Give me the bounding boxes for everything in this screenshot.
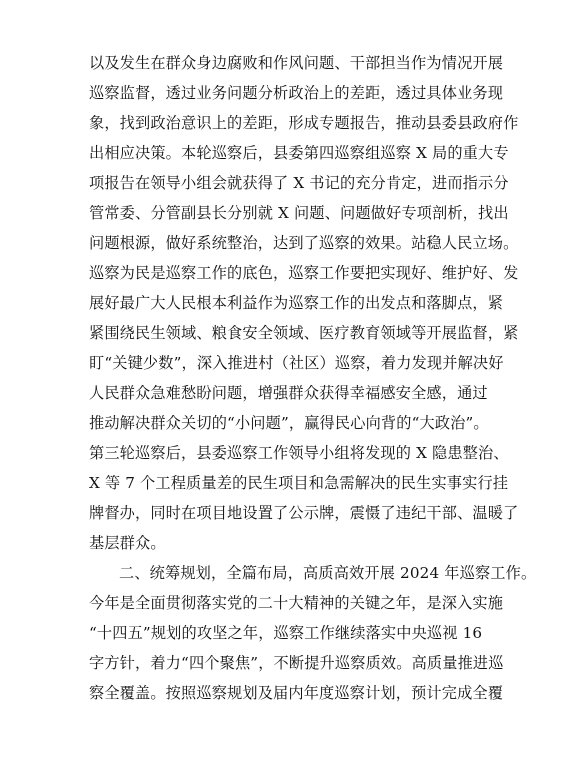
- text-line: 管常委、分管副县长分别就 X 问题、问题做好专项剖析，找出: [89, 204, 509, 222]
- text-line: 盯“关键少数”，深入推进村（社区）巡察，着力发现并解决好: [89, 354, 504, 372]
- text-line: 推动解决群众关切的“小问题”，赢得民心向背的“大政治”。: [89, 414, 489, 432]
- section-heading: 二、统筹规划，全篇布局，高质高效开展 2024 年巡察工作。: [119, 564, 537, 582]
- text-line: 问题根源，做好系统整治，达到了巡察的效果。站稳人民立场。: [89, 234, 519, 252]
- text-line: X 等 7 个工程质量差的民生项目和急需解决的民生实事实行挂: [89, 474, 509, 492]
- text-line: 以及发生在群众身边腐败和作风问题、干部担当作为情况开展: [89, 54, 504, 72]
- text-line: 第三轮巡察后，县委巡察工作领导小组将发现的 X 隐患整治、: [89, 444, 509, 462]
- text-line: 紧围绕民生领域、粮食安全领域、医疗教育领域等开展监督，紧: [89, 324, 519, 342]
- text-line: “十四五”规划的攻坚之年，巡察工作继续落实中央巡视 16: [89, 624, 483, 642]
- text-line: 巡察监督，透过业务问题分析政治上的差距，透过具体业务现: [89, 84, 504, 102]
- text-line: 出相应决策。本轮巡察后，县委第四巡察组巡察 X 局的重大专: [89, 144, 509, 162]
- text-line: 人民群众急难愁盼问题，增强群众获得幸福感安全感，通过: [89, 384, 488, 402]
- text-line: 察全覆盖。按照巡察规划及届内年度巡察计划，预计完成全覆: [89, 684, 504, 702]
- text-line: 象，找到政治意识上的差距，形成专题报告，推动县委县政府作: [89, 114, 519, 132]
- text-line: 项报告在领导小组会就获得了 X 书记的充分肯定，进而指示分: [89, 174, 509, 192]
- text-line: 展好最广大人民根本利益作为巡察工作的出发点和落脚点，紧: [89, 294, 504, 312]
- text-line: 字方针，着力“四个聚焦”，不断提升巡察质效。高质量推进巡: [89, 654, 504, 672]
- text-line: 今年是全面贯彻落实党的二十大精神的关键之年，是深入实施: [89, 594, 504, 612]
- text-line: 基层群众。: [89, 534, 166, 552]
- text-line: 牌督办，同时在项目地设置了公示牌，震慑了违纪干部、温暖了: [89, 504, 519, 522]
- text-line: 巡察为民是巡察工作的底色，巡察工作要把实现好、维护好、发: [89, 264, 519, 282]
